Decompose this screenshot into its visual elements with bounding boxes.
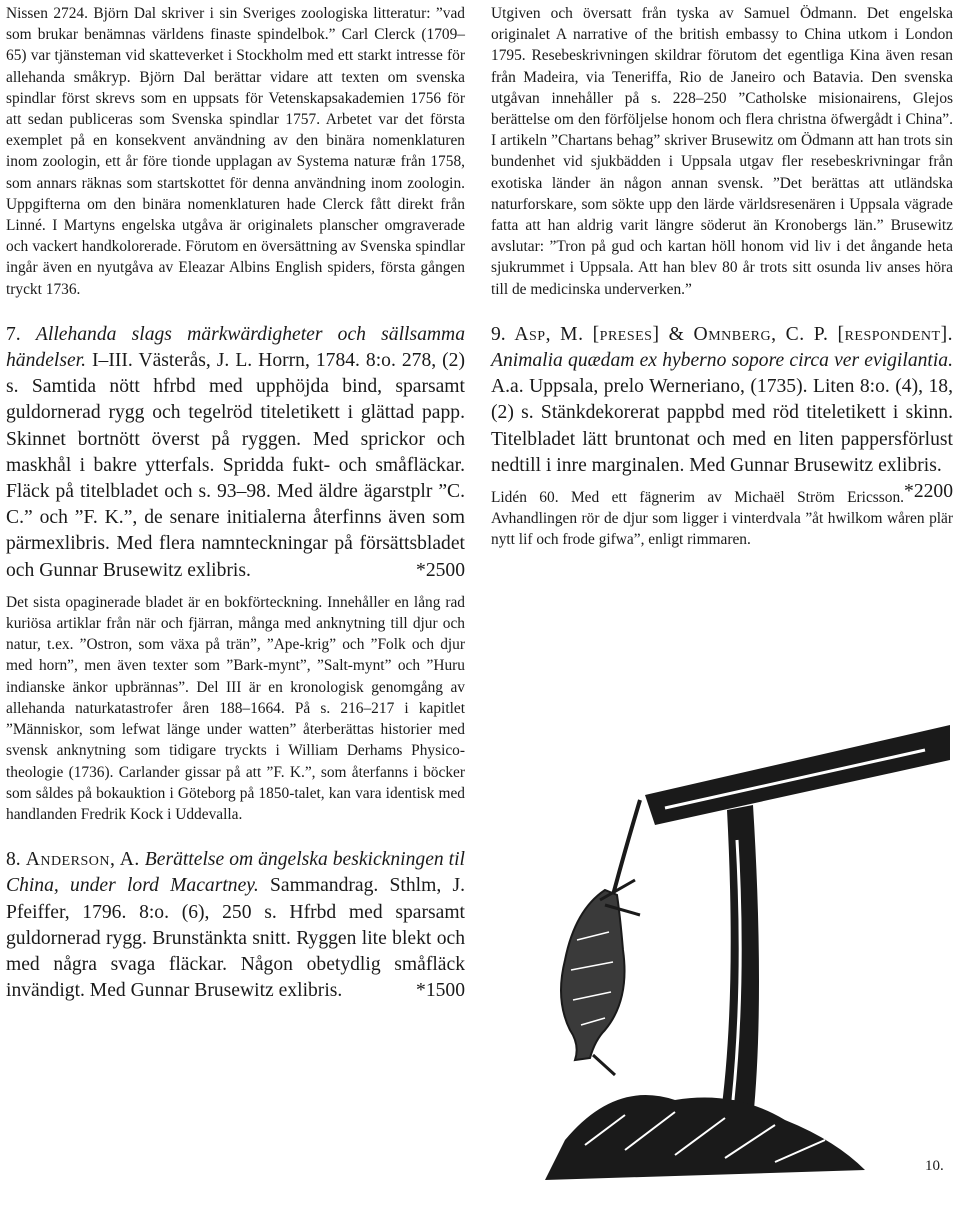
entry-9-title: Animalia quædam ex hyberno sopore circa ver evigilantia.	[491, 350, 953, 372]
entry-8-price: *1500	[416, 980, 465, 1002]
entry-7-price: *2500	[416, 559, 465, 581]
hanging-animal	[561, 890, 625, 1060]
right-column	[491, 3, 953, 551]
rope	[613, 800, 640, 895]
entry-8-author: Anderson, A.	[25, 849, 140, 871]
entry-7	[6, 322, 465, 584]
entry-9	[491, 322, 954, 503]
entry-7-title: Allehanda slags märkwärdigheter och sällsamma händelser.	[6, 323, 465, 372]
entry-9-authors: Asp, M. [preses] & Omnberg, C. P. [respondent].	[514, 323, 954, 345]
entry-8-body: Sammandrag. Sthlm, J. Pfeiffer, 1796. 8:o. (6), 250 s. Hfrbd med sparsamt guldornerad rygg. Brunstänkta snitt. Ryggen lite blekt och med några svaga fläckar. Någon obetydlig småfläck invändigt. Med Gunnar Brusewitz exlibris.	[6, 875, 465, 1002]
entry-9-note: Lidén 60. Med ett fägnerim av Michaël Ström Ericsson. Avhandlingen rör de djur som ligger i vinterdvala ”åt hwilkom wåren plär nytt lif och frode gifwa”, enligt rimmaren.	[491, 489, 953, 549]
entry-9-body: A.a. Uppsala, prelo Werneriano, (1735). Liten 8:o. (4), 18, (2) s. Stänkdekorerat pappbd med röd titeletikett i skinn. Titelbladet lätt bruntonat och med en liten pappersförlust nedtill i inre marginalen. Med Gunnar Brusewitz exlibris.	[491, 376, 953, 476]
figure-number: 10.	[925, 1158, 944, 1174]
entry-6-continuation: Nissen 2724. Björn Dal skriver i sin Sveriges zoologiska litteratur: ”vad som brukar benämnas världens finaste spindelbok.” Carl Clerck (1709–65) var tjänsteman vid skatteverket i Stockholm med ett starkt intresse för allehanda småkryp. Björn Dal berättar vidare att texten om svenska spindlar först skrevs som en uppsats för Vetenskapsakademien 1756 för att sedan publiceras som Svenska spindlar 1757. Arbetet var det första exemplet på en konsekvent användning av den binära nomenklaturen inom zoologin, ett år före tionde upplagan av Systema naturæ från 1758, som annars räknas som startskottet för denna användning inom zoologin. Uppgifterna om den binära nomenklaturen hade Clerck fått direkt från Linné. I Martyns engelska utgåva är originalets planscher omgraverade och vackert handkolorerade. Förutom en översättning av Svenska spindlar ingår även en nyutgåva av Eleazar Albins English spiders, första gången tryckt 1736.	[6, 5, 465, 298]
entry-7-number: 7.	[6, 323, 21, 345]
entry-9-price: *2200	[904, 481, 953, 503]
entry-8-title: Berättelse om ängelska beskickningen til China, under lord Macartney.	[6, 849, 466, 897]
left-column	[6, 3, 465, 1004]
entry-8-number: 8.	[6, 849, 21, 871]
entry-7-note: Det sista opaginerade bladet är en bokförteckning. Innehåller en lång rad kuriösa artiklar från när och fjärran, många med anknytning till djur och natur, t.ex. ”Ostron, som växa på trän”, ”Ape-krig” och ”Folk och djur med horn”, men även texter som ”Bark-mynt”, ”Salt-mynt” och ”Huru indianske änkor upbrännas”. Del III är en kronologisk genomgång av allehanda naturkatastrofer åren 188–1664. På s. 216–217 i kapitlet ”Människor, som lefwat länge under watten” återberättas historier med svensk anknytning som tidigare tryckts i William Derhams Physico-theologie (1736). Carlander gissar på att ”F. K.”, som återfanns i böcker som såldes på bokauktion i Göteborg på 1850-talet, kan vara identisk med handlanden Fredrik Kock i Uddevalla.	[6, 593, 465, 823]
entry-7-body: I–III. Västerås, J. L. Horrn, 1784. 8:o. 278, (2) s. Samtida nött hfrbd med upphöjda bind, sparsamt guldornerad rygg och tegelröd titeletikett i glättad papp. Skinnet bortnött överst på ryggen. Med sprickor och maskhål i bakre ytterfals. Spridda fukt- och småfläckar. Fläck på titelbladet och s. 93–98. Med äldre ägarstplr ”C. C.” och ”F. K.”, de senare initialerna återfinns även som pärmexlibris. Med flera namnteckningar på försättsbladet och Gunnar Brusewitz exlibris.	[6, 350, 465, 581]
ground	[545, 1095, 865, 1180]
pole-light	[665, 750, 925, 808]
entry-8	[6, 847, 465, 1004]
entry-9-number: 9.	[491, 323, 506, 345]
pole	[645, 725, 950, 825]
entry-8-note: Utgiven och översatt från tyska av Samuel Ödmann. Det engelska originalet A narrative of the british embassy to China utkom i London 1795. Resebeskrivningen skildrar förutom det egentliga Kina även resan från Madeira, via Teneriffa, Rio de Janeiro och Batavia. Den svenska utgåvan innehåller på s. 228–250 ”Catholske misionairens, Glejos berättelse om den förföljelse honom och flera christna öfwergådt i China”. I artikeln ”Chartans behag” skriver Brusewitz om Ödmann att han trots sin bundenhet vid sjukbädden i Uppsala utgav fler resebeskrivningar från exotiska länder än någon annan svensk. ”Det berättas att utländska naturforskare, som sökte upp den lärde världsresenären i Uppsala vägrade fatta att han aldrig varit längre söderut än Kronobergs län.” Brusewitz avslutar: ”Tron på gud och kartan höll honom vid liv i det ångande heta sjukrummet i Uppsala. Att han blev 80 år trots sitt osunda liv anses höra till de medicinska underverken.”	[491, 5, 953, 298]
woodcut-illustration	[505, 700, 950, 1200]
